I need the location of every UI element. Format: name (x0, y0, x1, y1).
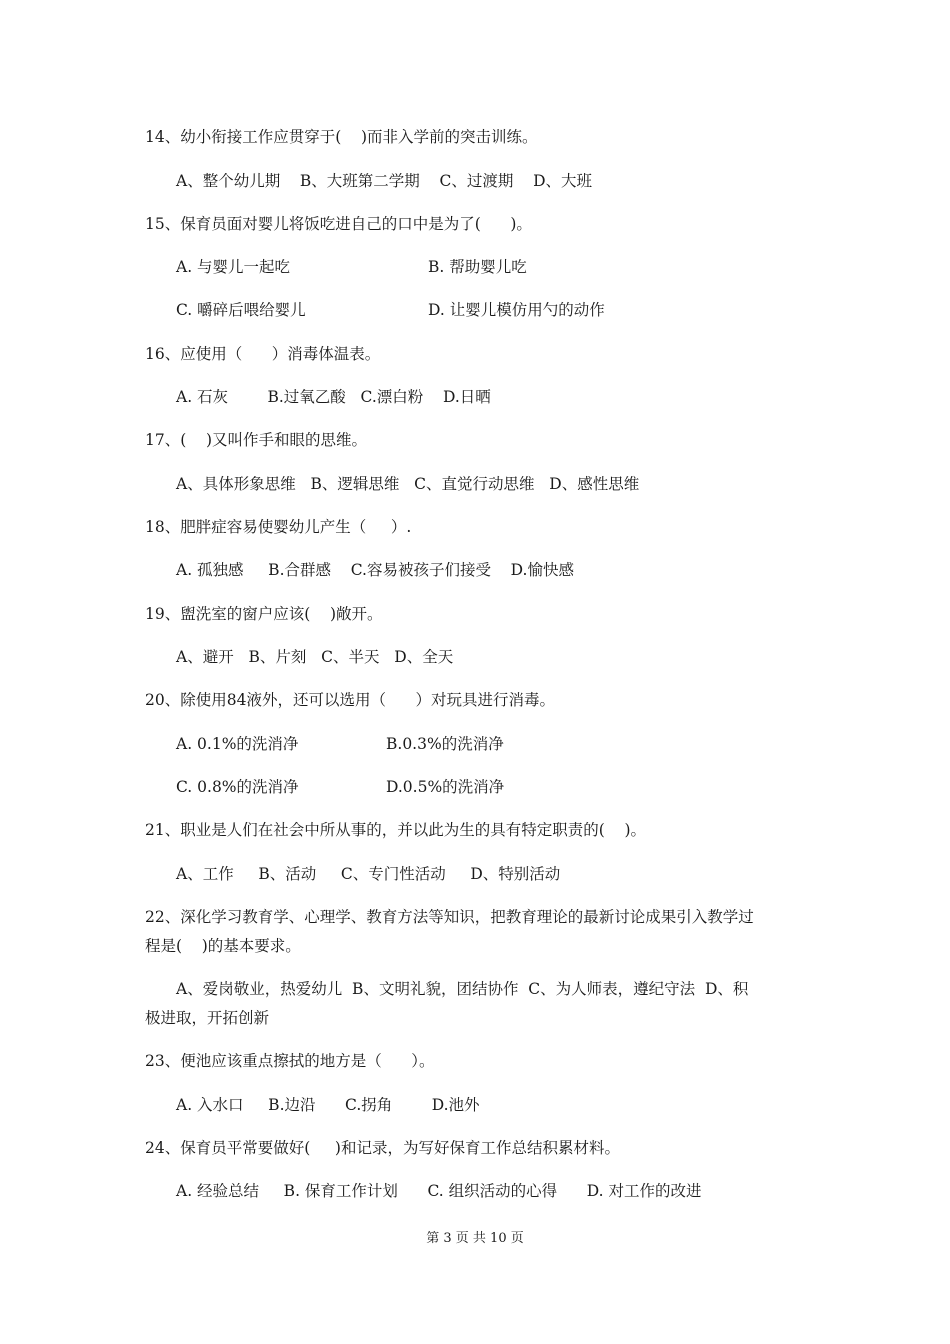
question-22-options-line2: 极进取，开拓创新 (145, 1009, 270, 1027)
question-14-options: A、整个幼儿期 B、大班第二学期 C、过渡期 D、大班 (176, 172, 592, 190)
question-15-option-a: A. 与婴儿一起吃 (176, 258, 291, 276)
question-15-stem: 15、保育员面对婴儿将饭吃进自己的口中是为了( )。 (145, 215, 532, 233)
question-20-option-a: A. 0.1%的洗消净 (176, 735, 299, 753)
page-footer: 第 3 页 共 10 页 (426, 1231, 524, 1246)
question-14-stem: 14、幼小衔接工作应贯穿于( )而非入学前的突击训练。 (145, 128, 538, 146)
question-18-stem: 18、肥胖症容易使婴幼儿产生（ ）. (145, 518, 412, 536)
question-16-stem: 16、应使用（ ）消毒体温表。 (145, 345, 381, 363)
question-15-option-b: B. 帮助婴儿吃 (428, 258, 527, 276)
question-19-stem: 19、盥洗室的窗户应该( )敞开。 (145, 605, 383, 623)
question-18-options: A. 孤独感 B.合群感 C.容易被孩子们接受 D.愉快感 (176, 561, 574, 579)
question-20-option-c: C. 0.8%的洗消净 (176, 778, 299, 796)
question-23-stem: 23、便池应该重点擦拭的地方是（ ）。 (145, 1052, 435, 1070)
question-21-options: A、工作 B、活动 C、专门性活动 D、特别活动 (176, 865, 561, 883)
question-22-stem-line1: 22、深化学习教育学、心理学、教育方法等知识，把教育理论的最新讨论成果引入教学过 (145, 908, 754, 926)
question-15-option-d: D. 让婴儿模仿用勺的动作 (428, 301, 605, 319)
question-24-stem: 24、保育员平常要做好( )和记录，为写好保育工作总结积累材料。 (145, 1139, 620, 1157)
question-16-options: A. 石灰 B.过氧乙酸 C.漂白粉 D.日晒 (176, 388, 491, 406)
question-24-options: A. 经验总结 B. 保育工作计划 C. 组织活动的心得 D. 对工作的改进 (176, 1182, 702, 1200)
question-21-stem: 21、职业是人们在社会中所从事的，并以此为生的具有特定职责的( )。 (145, 821, 647, 839)
question-22-options-line1: A、爱岗敬业，热爱幼儿 B、文明礼貌，团结协作 C、为人师表，遵纪守法 D、积 (176, 980, 749, 998)
question-23-options: A. 入水口 B.边沿 C.拐角 D.池外 (176, 1096, 480, 1114)
question-20-option-b: B.0.3%的洗消净 (386, 735, 504, 753)
question-17-options: A、具体形象思维 B、逻辑思维 C、直觉行动思维 D、感性思维 (176, 475, 640, 493)
question-20-option-d: D.0.5%的洗消净 (386, 778, 505, 796)
question-17-stem: 17、( )又叫作手和眼的思维。 (145, 431, 368, 449)
question-20-stem: 20、除使用84液外，还可以选用（ ）对玩具进行消毒。 (145, 691, 556, 709)
question-22-stem-line2: 程是( )的基本要求。 (145, 937, 301, 955)
question-19-options: A、避开 B、片刻 C、半天 D、全天 (176, 648, 454, 666)
question-15-option-c: C. 嚼碎后喂给婴儿 (176, 301, 306, 319)
